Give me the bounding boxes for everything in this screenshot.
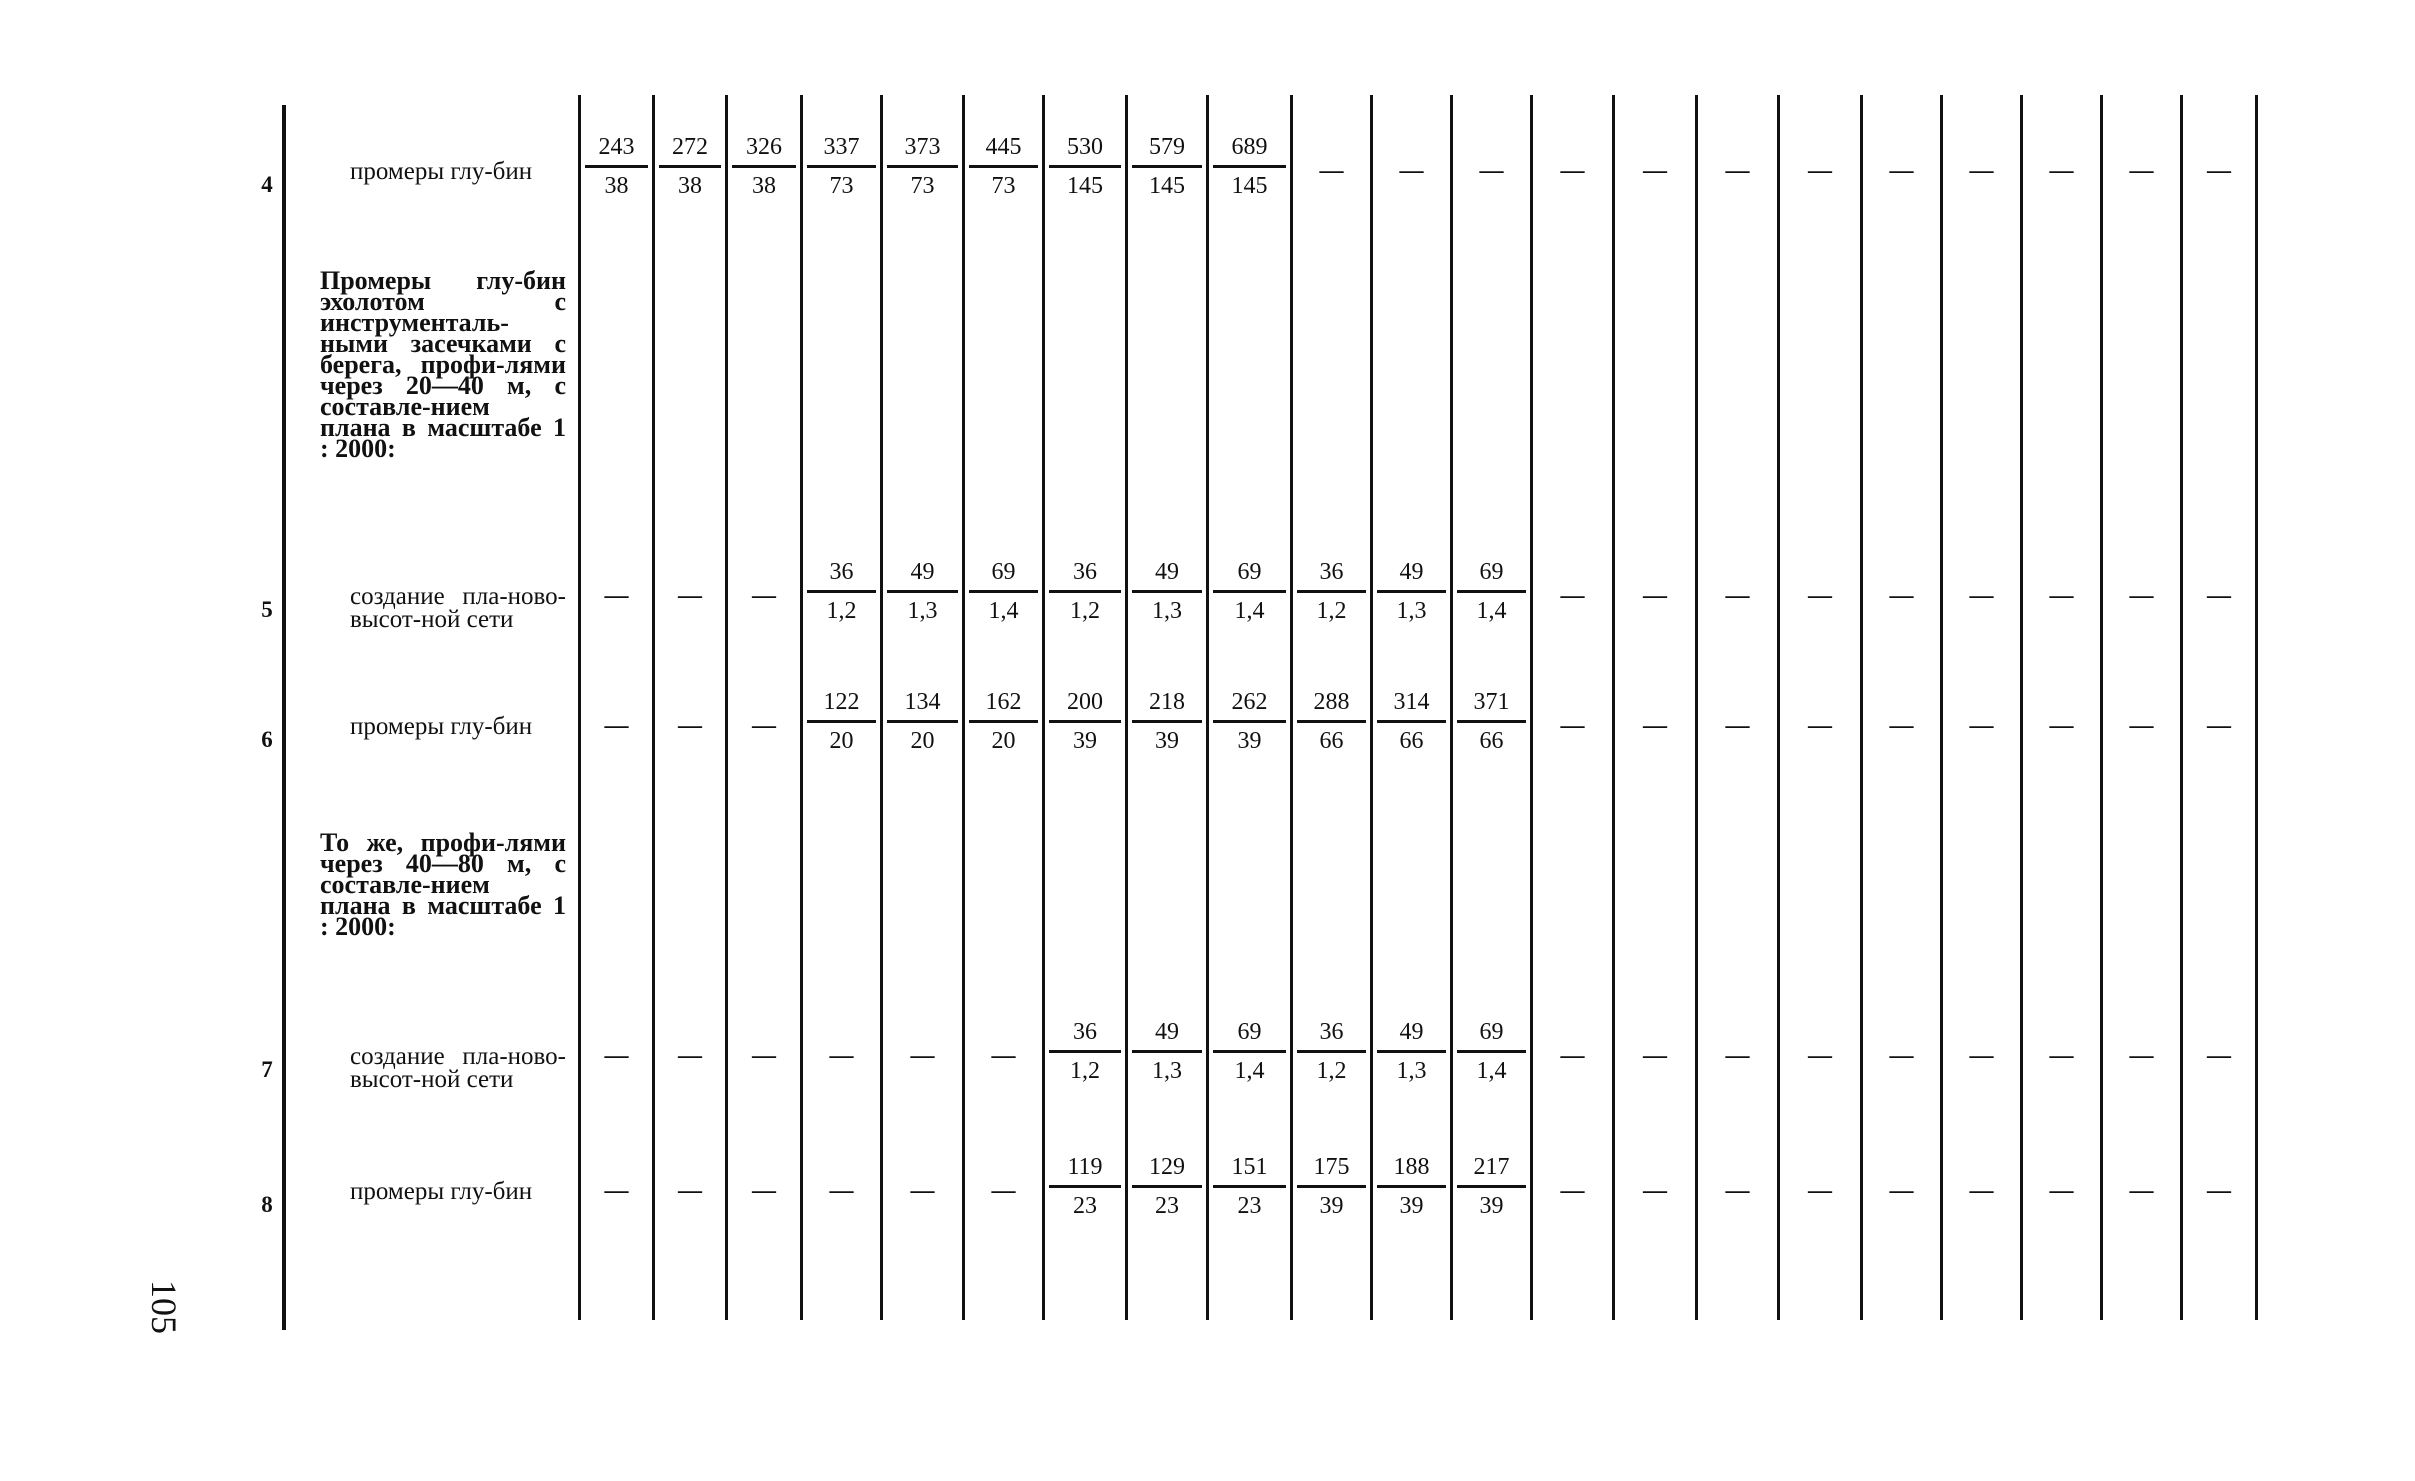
empty-cell-dash: —: [1560, 713, 1585, 739]
denominator: 1,2: [826, 598, 857, 624]
page-number: 105: [144, 1280, 184, 1334]
column-divider-0: [578, 95, 581, 1320]
empty-cell-dash: —: [604, 1178, 629, 1204]
row-label: создание пла-ново-высот-ной сети: [350, 583, 566, 633]
denominator: 1,4: [1476, 598, 1507, 624]
empty-cell-dash: —: [1725, 1178, 1750, 1204]
fraction-cell: [1453, 1153, 1530, 1220]
fraction-cell: [1209, 133, 1290, 200]
fraction-bar: [1377, 1185, 1446, 1188]
denominator: 73: [829, 173, 854, 199]
fraction-bar: [1049, 720, 1121, 723]
numerator: 36: [1319, 559, 1344, 585]
denominator: 23: [1073, 1193, 1097, 1219]
fraction-cell: [1373, 1018, 1450, 1085]
row-label: промеры глу-бин: [350, 1178, 533, 1205]
empty-cell-dash: —: [1725, 1043, 1750, 1069]
empty-cell-dash: —: [604, 713, 629, 739]
fraction-cell: [1373, 688, 1450, 755]
fraction-cell: [1209, 1153, 1290, 1220]
fraction-cell: [1045, 133, 1125, 200]
empty-cell-dash: —: [2049, 583, 2074, 609]
row-number: 7: [261, 1057, 273, 1082]
denominator: 39: [1479, 1193, 1504, 1219]
numerator: 162: [985, 689, 1022, 715]
numerator: 326: [746, 134, 782, 160]
numerator: 129: [1149, 1154, 1185, 1180]
empty-cell-dash: —: [1479, 158, 1504, 184]
column-divider-18: [2020, 95, 2023, 1320]
numerator: 134: [904, 689, 941, 715]
fraction-cell: [803, 558, 880, 625]
numerator: 69: [1479, 1019, 1504, 1045]
column-divider-13: [1612, 95, 1615, 1320]
numerator: 49: [1399, 1019, 1424, 1045]
denominator: 1,3: [1152, 1058, 1182, 1084]
numerator: 200: [1067, 689, 1103, 715]
fraction-bar: [887, 590, 958, 593]
row-number: 6: [261, 727, 273, 752]
numerator: 188: [1393, 1154, 1430, 1180]
empty-cell-dash: —: [604, 1043, 629, 1069]
denominator: 1,4: [1234, 598, 1265, 624]
bracket-line-left: [282, 105, 286, 1330]
empty-cell-dash: —: [1643, 713, 1667, 739]
empty-cell-dash: —: [2129, 1043, 2154, 1069]
empty-cell-dash: —: [1725, 583, 1750, 609]
denominator: 23: [1237, 1193, 1262, 1219]
empty-cell-dash: —: [1969, 158, 1994, 184]
denominator: 145: [1231, 173, 1268, 199]
empty-cell-dash: —: [1643, 158, 1667, 184]
fraction-cell: [965, 558, 1042, 625]
fraction-cell: [1453, 1018, 1530, 1085]
fraction-cell: [1045, 1018, 1125, 1085]
column-divider-17: [1940, 95, 1943, 1320]
denominator: 1,3: [1396, 598, 1427, 624]
denominator: 1,3: [1152, 598, 1182, 624]
fraction-cell: [655, 133, 725, 200]
empty-cell-dash: —: [1808, 1043, 1832, 1069]
fraction-cell: [1293, 558, 1370, 625]
fraction-cell: [581, 133, 652, 200]
fraction-cell: [1128, 133, 1206, 200]
column-divider-12: [1530, 95, 1533, 1320]
fraction-bar: [1049, 1185, 1121, 1188]
denominator: 145: [1067, 173, 1103, 199]
empty-cell-dash: —: [1319, 158, 1344, 184]
fraction-bar: [1457, 720, 1526, 723]
denominator: 39: [1155, 728, 1179, 754]
fraction-cell: [1293, 1153, 1370, 1220]
numerator: 175: [1313, 1154, 1350, 1180]
empty-cell-dash: —: [1969, 1043, 1994, 1069]
empty-cell-dash: —: [2207, 1043, 2231, 1069]
row-number: 5: [261, 597, 273, 622]
denominator: 1,4: [988, 598, 1019, 624]
fraction-cell: [883, 558, 962, 625]
empty-cell-dash: —: [678, 583, 702, 609]
fraction-bar: [585, 165, 648, 168]
empty-cell-dash: —: [910, 1043, 935, 1069]
fraction-bar: [969, 590, 1038, 593]
empty-cell-dash: —: [2129, 1178, 2154, 1204]
numerator: 314: [1393, 689, 1430, 715]
column-divider-16: [1860, 95, 1863, 1320]
numerator: 69: [1479, 559, 1504, 585]
fraction-cell: [965, 688, 1042, 755]
fraction-cell: [883, 688, 962, 755]
numerator: 69: [1237, 1019, 1262, 1045]
empty-cell-dash: —: [1889, 1043, 1914, 1069]
denominator: 1,2: [1070, 1058, 1100, 1084]
fraction-cell: [1128, 688, 1206, 755]
fraction-cell: [1045, 1153, 1125, 1220]
fraction-bar: [1377, 720, 1446, 723]
row-label: промеры глу-бин: [350, 713, 533, 740]
numerator: 119: [1067, 1154, 1103, 1180]
empty-cell-dash: —: [1643, 1043, 1667, 1069]
numerator: 530: [1067, 134, 1103, 160]
empty-cell-dash: —: [1808, 1178, 1832, 1204]
denominator: 39: [1319, 1193, 1344, 1219]
fraction-bar: [969, 720, 1038, 723]
denominator: 1,2: [1316, 1058, 1347, 1084]
fraction-cell: [1453, 688, 1530, 755]
numerator: 337: [823, 134, 860, 160]
numerator: 49: [910, 559, 935, 585]
fraction-bar: [1132, 720, 1202, 723]
fraction-bar: [1132, 1050, 1202, 1053]
fraction-cell: [1293, 688, 1370, 755]
fraction-bar: [1377, 1050, 1446, 1053]
empty-cell-dash: —: [1889, 158, 1914, 184]
empty-cell-dash: —: [2129, 158, 2154, 184]
row-number: 8: [261, 1192, 273, 1217]
empty-cell-dash: —: [752, 1043, 776, 1069]
empty-cell-dash: —: [752, 1178, 776, 1204]
empty-cell-dash: —: [1889, 1178, 1914, 1204]
denominator: 73: [910, 173, 935, 199]
empty-cell-dash: —: [2049, 158, 2074, 184]
numerator: 445: [985, 134, 1022, 160]
column-divider-2: [725, 95, 728, 1320]
numerator: 272: [672, 134, 708, 160]
empty-cell-dash: —: [1808, 158, 1832, 184]
empty-cell-dash: —: [1889, 713, 1914, 739]
fraction-bar: [1377, 590, 1446, 593]
fraction-bar: [732, 165, 796, 168]
empty-cell-dash: —: [910, 1178, 935, 1204]
fraction-bar: [1132, 590, 1202, 593]
empty-cell-dash: —: [1560, 158, 1585, 184]
fraction-cell: [1453, 558, 1530, 625]
fraction-bar: [1213, 1185, 1286, 1188]
fraction-bar: [1297, 1185, 1366, 1188]
denominator: 39: [1399, 1193, 1424, 1219]
denominator: 20: [991, 728, 1016, 754]
empty-cell-dash: —: [1969, 583, 1994, 609]
column-divider-1: [652, 95, 655, 1320]
empty-cell-dash: —: [604, 583, 629, 609]
denominator: 38: [678, 173, 702, 199]
empty-cell-dash: —: [678, 1178, 702, 1204]
numerator: 49: [1399, 559, 1424, 585]
denominator: 145: [1149, 173, 1185, 199]
empty-cell-dash: —: [1969, 1178, 1994, 1204]
empty-cell-dash: —: [752, 713, 776, 739]
column-divider-15: [1777, 95, 1780, 1320]
fraction-bar: [807, 165, 876, 168]
empty-cell-dash: —: [1808, 583, 1832, 609]
empty-cell-dash: —: [2049, 1043, 2074, 1069]
fraction-cell: [883, 133, 962, 200]
fraction-bar: [1457, 1050, 1526, 1053]
fraction-cell: [965, 133, 1042, 200]
denominator: 38: [752, 173, 776, 199]
fraction-cell: [1128, 1018, 1206, 1085]
fraction-cell: [803, 133, 880, 200]
row-number: 4: [261, 172, 273, 197]
fraction-cell: [728, 133, 800, 200]
fraction-bar: [1132, 1185, 1202, 1188]
fraction-bar: [1213, 1050, 1286, 1053]
numerator: 217: [1473, 1154, 1510, 1180]
fraction-bar: [1213, 165, 1286, 168]
denominator: 66: [1399, 728, 1424, 754]
fraction-cell: [1209, 1018, 1290, 1085]
fraction-cell: [1128, 558, 1206, 625]
empty-cell-dash: —: [1969, 713, 1994, 739]
empty-cell-dash: —: [1725, 713, 1750, 739]
numerator: 69: [991, 559, 1016, 585]
numerator: 262: [1231, 689, 1268, 715]
empty-cell-dash: —: [2207, 158, 2231, 184]
fraction-cell: [803, 688, 880, 755]
fraction-bar: [1049, 590, 1121, 593]
empty-cell-dash: —: [1560, 1178, 1585, 1204]
denominator: 39: [1237, 728, 1262, 754]
fraction-cell: [1209, 688, 1290, 755]
empty-cell-dash: —: [829, 1178, 854, 1204]
empty-cell-dash: —: [2129, 713, 2154, 739]
denominator: 1,2: [1316, 598, 1347, 624]
numerator: 288: [1313, 689, 1350, 715]
fraction-cell: [1045, 688, 1125, 755]
numerator: 689: [1231, 134, 1268, 160]
denominator: 1,3: [1396, 1058, 1427, 1084]
empty-cell-dash: —: [752, 583, 776, 609]
numerator: 36: [1073, 1019, 1097, 1045]
fraction-bar: [1457, 1185, 1526, 1188]
empty-cell-dash: —: [1725, 158, 1750, 184]
empty-cell-dash: —: [829, 1043, 854, 1069]
column-divider-21: [2255, 95, 2258, 1320]
denominator: 66: [1319, 728, 1344, 754]
fraction-bar: [1297, 590, 1366, 593]
empty-cell-dash: —: [2207, 713, 2231, 739]
numerator: 49: [1155, 559, 1179, 585]
empty-cell-dash: —: [678, 1043, 702, 1069]
section-heading: То же, профи-лями через 40—80 м, с составле-нием плана в масштабе 1 : 2000:: [320, 828, 566, 941]
empty-cell-dash: —: [678, 713, 702, 739]
section-heading: Промеры глу-бин эхолотом с инструменталь-ными засечками с берега, профи-лями через 20—40 м, с составле-нием плана в масштабе 1 : 2000:: [320, 266, 566, 463]
fraction-bar: [1049, 1050, 1121, 1053]
column-divider-20: [2180, 95, 2183, 1320]
numerator: 373: [904, 134, 941, 160]
column-divider-14: [1695, 95, 1698, 1320]
denominator: 1,2: [1070, 598, 1100, 624]
numerator: 36: [1073, 559, 1097, 585]
empty-cell-dash: —: [2207, 583, 2231, 609]
row-label: промеры глу-бин: [350, 158, 533, 185]
numerator: 36: [1319, 1019, 1344, 1045]
fraction-bar: [1457, 590, 1526, 593]
denominator: 39: [1073, 728, 1097, 754]
denominator: 1,3: [907, 598, 938, 624]
fraction-cell: [1128, 1153, 1206, 1220]
empty-cell-dash: —: [2049, 713, 2074, 739]
fraction-bar: [1297, 720, 1366, 723]
fraction-bar: [887, 720, 958, 723]
denominator: 73: [991, 173, 1016, 199]
fraction-bar: [887, 165, 958, 168]
fraction-cell: [1293, 1018, 1370, 1085]
fraction-bar: [1213, 590, 1286, 593]
numerator: 243: [598, 134, 635, 160]
denominator: 20: [910, 728, 935, 754]
numerator: 218: [1149, 689, 1185, 715]
denominator: 23: [1155, 1193, 1179, 1219]
fraction-bar: [1213, 720, 1286, 723]
fraction-cell: [1373, 558, 1450, 625]
fraction-cell: [1373, 1153, 1450, 1220]
fraction-bar: [1049, 165, 1121, 168]
numerator: 371: [1473, 689, 1510, 715]
denominator: 38: [604, 173, 629, 199]
empty-cell-dash: —: [1560, 583, 1585, 609]
column-divider-19: [2100, 95, 2103, 1320]
fraction-bar: [1297, 1050, 1366, 1053]
denominator: 1,4: [1476, 1058, 1507, 1084]
row-label: создание пла-ново-высот-ной сети: [350, 1043, 566, 1093]
denominator: 66: [1479, 728, 1504, 754]
empty-cell-dash: —: [1399, 158, 1424, 184]
empty-cell-dash: —: [1643, 583, 1667, 609]
empty-cell-dash: —: [991, 1178, 1016, 1204]
fraction-cell: [1209, 558, 1290, 625]
empty-cell-dash: —: [2207, 1178, 2231, 1204]
empty-cell-dash: —: [1643, 1178, 1667, 1204]
empty-cell-dash: —: [991, 1043, 1016, 1069]
fraction-bar: [807, 720, 876, 723]
numerator: 122: [823, 689, 860, 715]
fraction-bar: [659, 165, 721, 168]
numerator: 151: [1231, 1154, 1268, 1180]
numerator: 36: [829, 559, 854, 585]
empty-cell-dash: —: [1560, 1043, 1585, 1069]
fraction-cell: [1045, 558, 1125, 625]
empty-cell-dash: —: [2129, 583, 2154, 609]
fraction-bar: [1132, 165, 1202, 168]
numerator: 579: [1149, 134, 1185, 160]
empty-cell-dash: —: [2049, 1178, 2074, 1204]
fraction-bar: [969, 165, 1038, 168]
empty-cell-dash: —: [1808, 713, 1832, 739]
numerator: 69: [1237, 559, 1262, 585]
denominator: 1,4: [1234, 1058, 1265, 1084]
denominator: 20: [829, 728, 854, 754]
empty-cell-dash: —: [1889, 583, 1914, 609]
fraction-bar: [807, 590, 876, 593]
numerator: 49: [1155, 1019, 1179, 1045]
